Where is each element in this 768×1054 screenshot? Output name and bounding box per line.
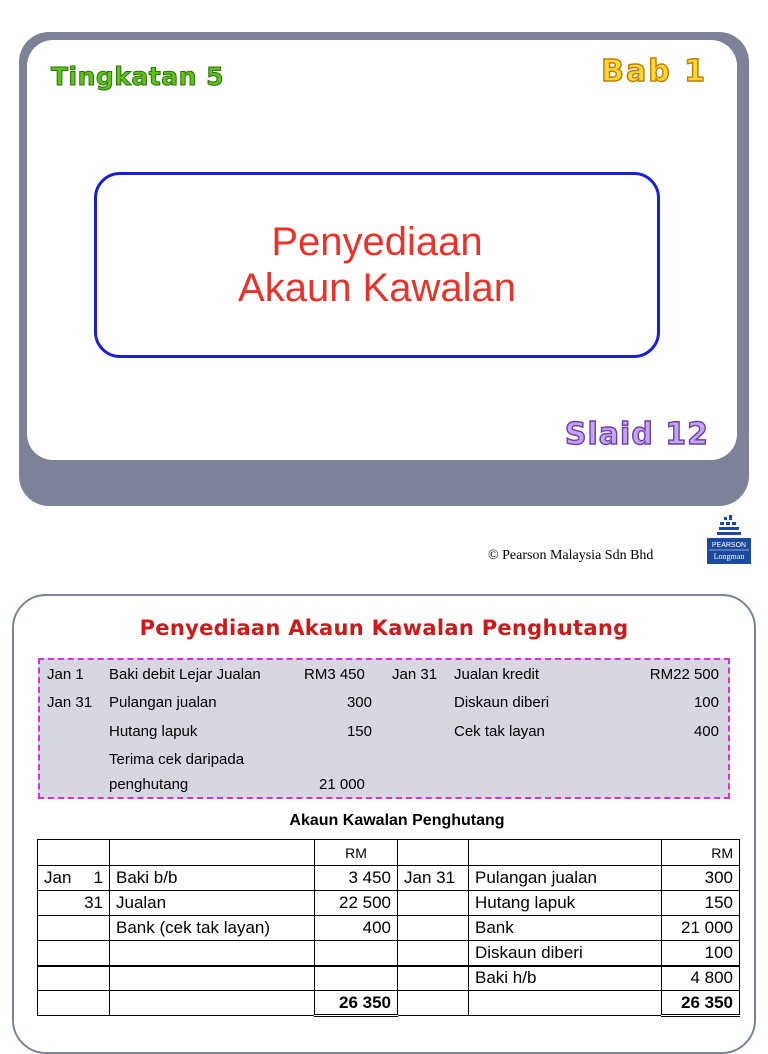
credit-amount: 100 xyxy=(662,941,740,966)
credit-desc: Pulangan jualan xyxy=(469,866,662,891)
credit-total: 26 350 xyxy=(662,991,740,1016)
info-amount: 21 000 xyxy=(319,776,365,793)
slide-title-panel xyxy=(27,40,737,460)
form-level-label: Tingkatan 5 xyxy=(51,62,225,91)
info-amount: 150 xyxy=(346,723,372,740)
table-row xyxy=(38,941,740,966)
debit-desc: Bank (cek tak layan) xyxy=(110,916,315,941)
info-desc: Jualan kredit xyxy=(454,666,540,683)
slide-title-frame xyxy=(19,32,749,506)
info-date: Jan 1 xyxy=(47,666,84,683)
credit-desc: Baki h/b xyxy=(469,966,662,991)
title-line-2: Akaun Kawalan xyxy=(238,266,516,310)
copyright-text: © Pearson Malaysia Sdn Bhd xyxy=(488,548,654,563)
pearson-logo-icon xyxy=(707,514,751,564)
table-row xyxy=(38,891,740,916)
debit-total: 26 350 xyxy=(315,991,398,1016)
debit-date-cell xyxy=(38,866,110,891)
credit-desc: Diskaun diberi xyxy=(469,941,662,966)
debit-amount: 400 xyxy=(315,916,398,941)
logo-text-top: PEARSON xyxy=(711,542,747,549)
info-date: Jan 31 xyxy=(47,694,93,711)
ledger-title: Akaun Kawalan Penghutang xyxy=(289,812,505,829)
info-amount: 300 xyxy=(346,694,372,711)
info-desc: Pulangan jualan xyxy=(109,694,217,711)
slide-heading: Penyediaan Akaun Kawalan Penghutang xyxy=(139,616,629,640)
info-amount: RM3 450 xyxy=(304,666,365,683)
debit-date-day: 1 xyxy=(93,868,103,887)
credit-date: Jan 31 xyxy=(398,866,469,891)
info-desc: Diskaun diberi xyxy=(454,694,550,711)
credit-desc: Hutang lapuk xyxy=(469,891,662,916)
ledger-table xyxy=(37,839,740,1017)
credit-amount: 21 000 xyxy=(662,916,740,941)
info-desc: Cek tak layan xyxy=(454,723,545,740)
debit-date-month: Jan xyxy=(44,868,72,887)
logo-text-bottom: Longman xyxy=(713,552,745,561)
slide-number-label: Slaid 12 xyxy=(564,417,709,452)
rm-header: RM xyxy=(315,840,398,866)
table-row xyxy=(38,866,740,891)
table-row xyxy=(38,916,740,941)
info-amount: 100 xyxy=(693,694,719,711)
credit-amount: 150 xyxy=(662,891,740,916)
debit-date: 31 xyxy=(38,891,110,916)
rm-header: RM xyxy=(662,840,740,866)
credit-amount: 300 xyxy=(662,866,740,891)
table-row xyxy=(38,991,740,1016)
table-row xyxy=(38,840,740,866)
credit-amount: 4 800 xyxy=(662,966,740,991)
debit-desc: Jualan xyxy=(110,891,315,916)
info-amount: 400 xyxy=(693,723,719,740)
debit-desc: Baki b/b xyxy=(110,866,315,891)
debit-amount: 3 450 xyxy=(315,866,398,891)
debit-amount: 22 500 xyxy=(315,891,398,916)
info-desc: Hutang lapuk xyxy=(109,723,198,740)
info-desc: penghutang xyxy=(109,776,189,793)
info-date: Jan 31 xyxy=(392,666,438,683)
title-box xyxy=(94,172,660,358)
chapter-label: Bab 1 xyxy=(601,54,707,89)
info-desc: Baki debit Lejar Jualan xyxy=(109,666,261,683)
info-amount: RM22 500 xyxy=(649,666,719,683)
credit-desc: Bank xyxy=(469,916,662,941)
info-desc: Terima cek daripada xyxy=(109,751,245,768)
table-row xyxy=(38,966,740,991)
title-line-1: Penyediaan xyxy=(271,220,483,264)
transaction-info-box xyxy=(38,658,730,799)
